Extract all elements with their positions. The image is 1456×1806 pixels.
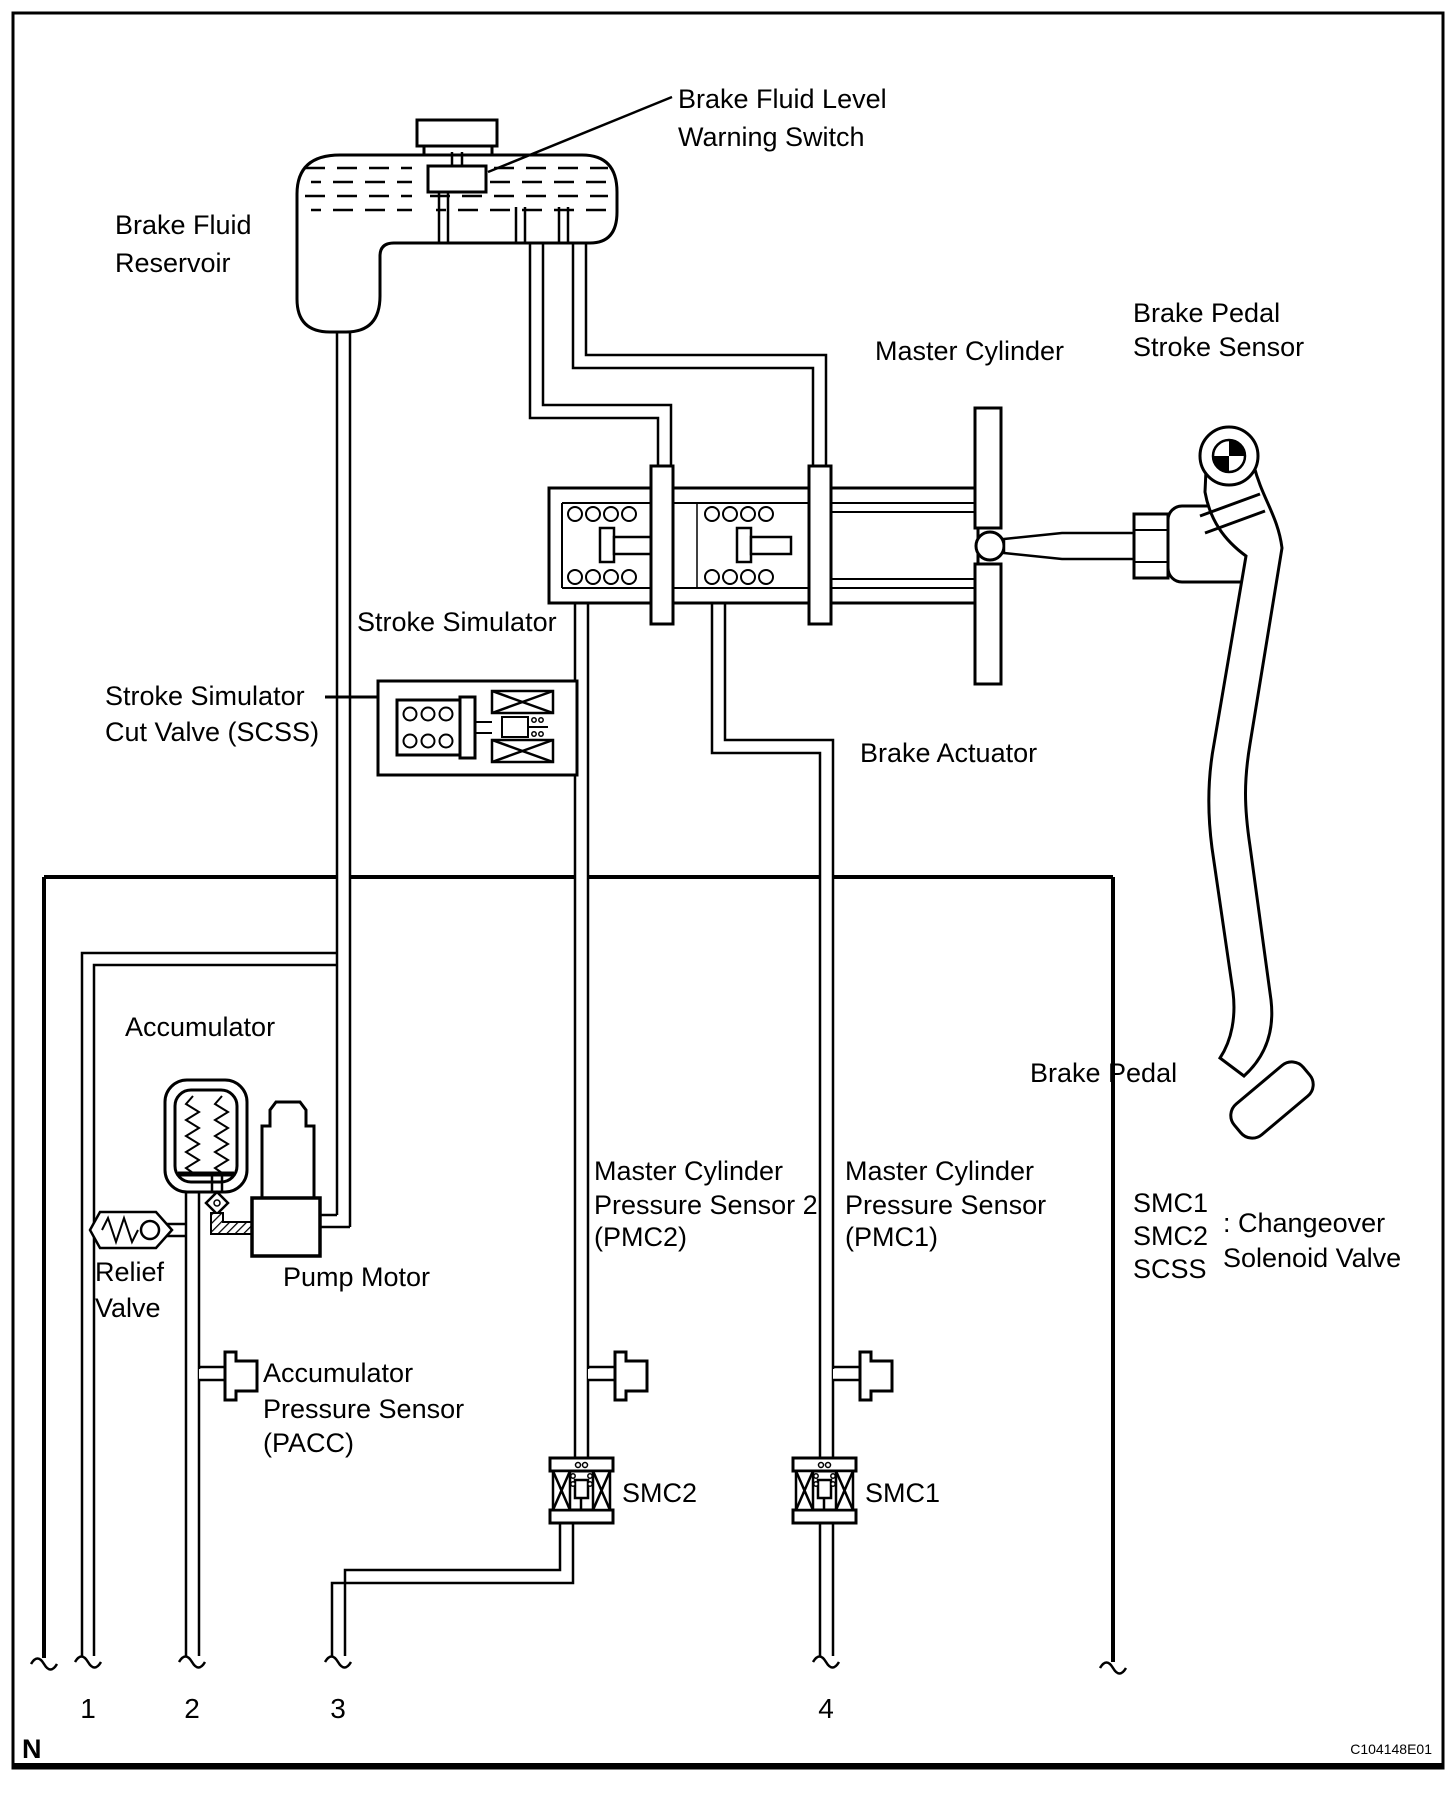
scss-solenoid-coil: [492, 691, 553, 762]
smc2-solenoid-valve: [550, 1458, 613, 1523]
legend-key: SMC1: [1133, 1188, 1209, 1218]
push-rod: [1004, 533, 1136, 559]
port-number-1: 1: [80, 1693, 96, 1724]
port-number-3: 3: [330, 1693, 346, 1724]
pmc2-label: Pressure Sensor 2: [594, 1190, 818, 1220]
accumulator-label: Accumulator: [125, 1012, 276, 1042]
mc-port-boss-1: [651, 466, 673, 624]
brake-actuator-label: Brake Actuator: [860, 738, 1038, 768]
warning-switch-label: Brake Fluid Level: [678, 84, 887, 114]
reservoir-label: Reservoir: [115, 248, 231, 278]
pedal-stroke-sensor-label: Stroke Sensor: [1133, 332, 1305, 362]
pmc1-label: Master Cylinder: [845, 1156, 1035, 1186]
relief-valve-label: Relief: [95, 1257, 165, 1287]
stroke-sensor-icon: [1213, 440, 1245, 472]
smc1-solenoid-valve: [793, 1458, 856, 1523]
pmc2-label: Master Cylinder: [594, 1156, 784, 1186]
pipe-accumulator-to-port2: [186, 1174, 199, 1656]
relief-valve-label: Valve: [95, 1293, 161, 1323]
mc-port-boss-2: [809, 466, 831, 624]
figure-code: C104148E01: [1350, 1741, 1432, 1757]
pump-motor: [252, 1102, 320, 1256]
pmc1-label: Pressure Sensor: [845, 1190, 1047, 1220]
pipe-smc1-to-port4: [820, 1523, 833, 1656]
mc-flange-top: [975, 408, 1001, 528]
accumulator: [165, 1080, 247, 1192]
scss-label: Cut Valve (SCSS): [105, 717, 320, 747]
mc-flange-bottom: [975, 564, 1001, 684]
stroke-simulator-label: Stroke Simulator: [357, 607, 557, 637]
pedal-stroke-sensor-label: Brake Pedal: [1133, 298, 1281, 328]
scss-label: Stroke Simulator: [105, 681, 305, 711]
corner-mark-n: N: [22, 1734, 42, 1764]
reservoir-cap: [417, 120, 497, 146]
pump-motor-label: Pump Motor: [283, 1262, 431, 1292]
legend-value: Solenoid Valve: [1223, 1243, 1402, 1273]
pacc-label: Accumulator: [263, 1358, 414, 1388]
pushrod-ball: [976, 532, 1004, 560]
legend-key: SMC2: [1133, 1221, 1209, 1251]
legend-key: SCSS: [1133, 1254, 1207, 1284]
smc1-valve-label: SMC1: [865, 1478, 941, 1508]
port-number-4: 4: [818, 1693, 834, 1724]
master-cylinder-label: Master Cylinder: [875, 336, 1065, 366]
smc2-valve-label: SMC2: [622, 1478, 698, 1508]
pmc2-label: (PMC2): [594, 1222, 687, 1252]
pmc1-label: (PMC1): [845, 1222, 938, 1252]
reservoir-label: Brake Fluid: [115, 210, 252, 240]
pacc-label: (PACC): [263, 1428, 354, 1458]
warning-switch-label: Warning Switch: [678, 122, 865, 152]
pacc-label: Pressure Sensor: [263, 1394, 465, 1424]
legend-value: : Changeover: [1223, 1208, 1386, 1238]
brake-pedal-label: Brake Pedal: [1030, 1058, 1178, 1088]
stroke-simulator-scss-valve: [378, 681, 577, 775]
port-number-2: 2: [184, 1693, 200, 1724]
